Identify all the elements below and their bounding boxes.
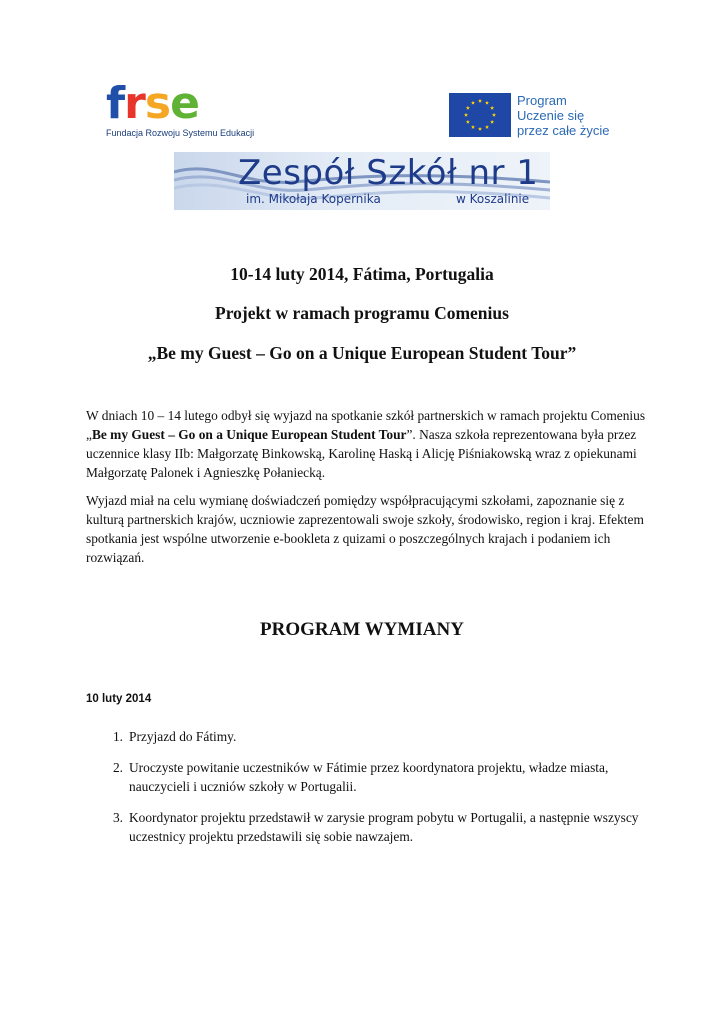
program-day-date: 10 luty 2014 — [86, 693, 152, 705]
eu-program-line-3: przez całe życie — [517, 122, 610, 138]
list-item-text: Uroczyste powitanie uczestników w Fátimie przez koordynatora projektu, władze miasta, nauczycieli i uczniów szkoły w Portugalii. — [129, 760, 609, 794]
intro-p1-text-start: W dniach 10 – 14 lutego odbył się wyjazd na spotkanie szkół partnerskich w ramach projektu Comenius „ — [86, 408, 646, 442]
intro-p1-text-end: ”. Nasza szkoła reprezentowana była przez uczennice klasy IIb: Małgorzatę Binkowską, Karolinę Haską i Alicję Piśniakowską wraz z opiekunami Małgorzatę Palonek i Agnieszkę Połaniecką. — [86, 427, 637, 480]
intro-p1-project-name: Be my Guest – Go on a Unique European Student Tour — [91, 427, 407, 442]
frse-logo — [106, 78, 256, 140]
intro-paragraph-2: Wyjazd miał na celu wymianę doświadczeń pomiędzy współpracującymi szkołami, zapoznanie się z kulturą partnerskich krajów, uczniowie zaprezentowali swoje szkoły, środowisko, region i kraj. Efektem spotkania jest wspólne utworzenie e-bookleta z quizami o poszczególnych krajach i podaniem ich rozwiązań. — [86, 493, 644, 565]
list-item — [86, 758, 656, 796]
school-city: w Koszalinie — [456, 192, 530, 206]
eu-flag-icon — [449, 93, 511, 137]
eu-program-logo — [449, 92, 629, 138]
program-list — [86, 727, 656, 858]
frse-letter-e: e — [170, 78, 199, 129]
title-project: Projekt w ramach programu Comenius — [215, 303, 509, 323]
frse-caption: Fundacja Rozwoju Systemu Edukacji — [106, 128, 255, 138]
list-item-number: 3. — [112, 810, 123, 825]
eu-program-line-1: Program — [517, 92, 567, 108]
intro-paragraph-1 — [86, 406, 656, 482]
list-item — [86, 727, 656, 746]
frse-letter-f: f — [106, 78, 125, 129]
list-item-number: 2. — [112, 760, 123, 775]
list-item — [86, 808, 656, 846]
title-date-location: 10-14 luty 2014, Fátima, Portugalia — [230, 264, 494, 284]
title-project-name: „Be my Guest – Go on a Unique European Student Tour” — [147, 343, 577, 363]
list-item-text: Przyjazd do Fátimy. — [129, 729, 237, 744]
frse-letter-r: r — [124, 78, 145, 129]
school-name: Zespół Szkół nr 1 — [238, 153, 539, 193]
school-logo-banner — [174, 152, 550, 210]
list-item-text: Koordynator projektu przedstawił w zarysie program pobytu w Portugalii, a następnie wszyscy uczestnicy projektu przedstawili się sobie nawzajem. — [129, 810, 639, 844]
school-patron: im. Mikołaja Kopernika — [246, 192, 381, 206]
list-item-number: 1. — [112, 729, 123, 744]
program-heading: PROGRAM WYMIANY — [260, 619, 464, 640]
eu-program-text — [517, 93, 609, 138]
frse-letter-s: s — [144, 78, 171, 129]
frse-letters — [106, 78, 256, 129]
eu-program-line-2: Uczenie się — [517, 107, 585, 123]
